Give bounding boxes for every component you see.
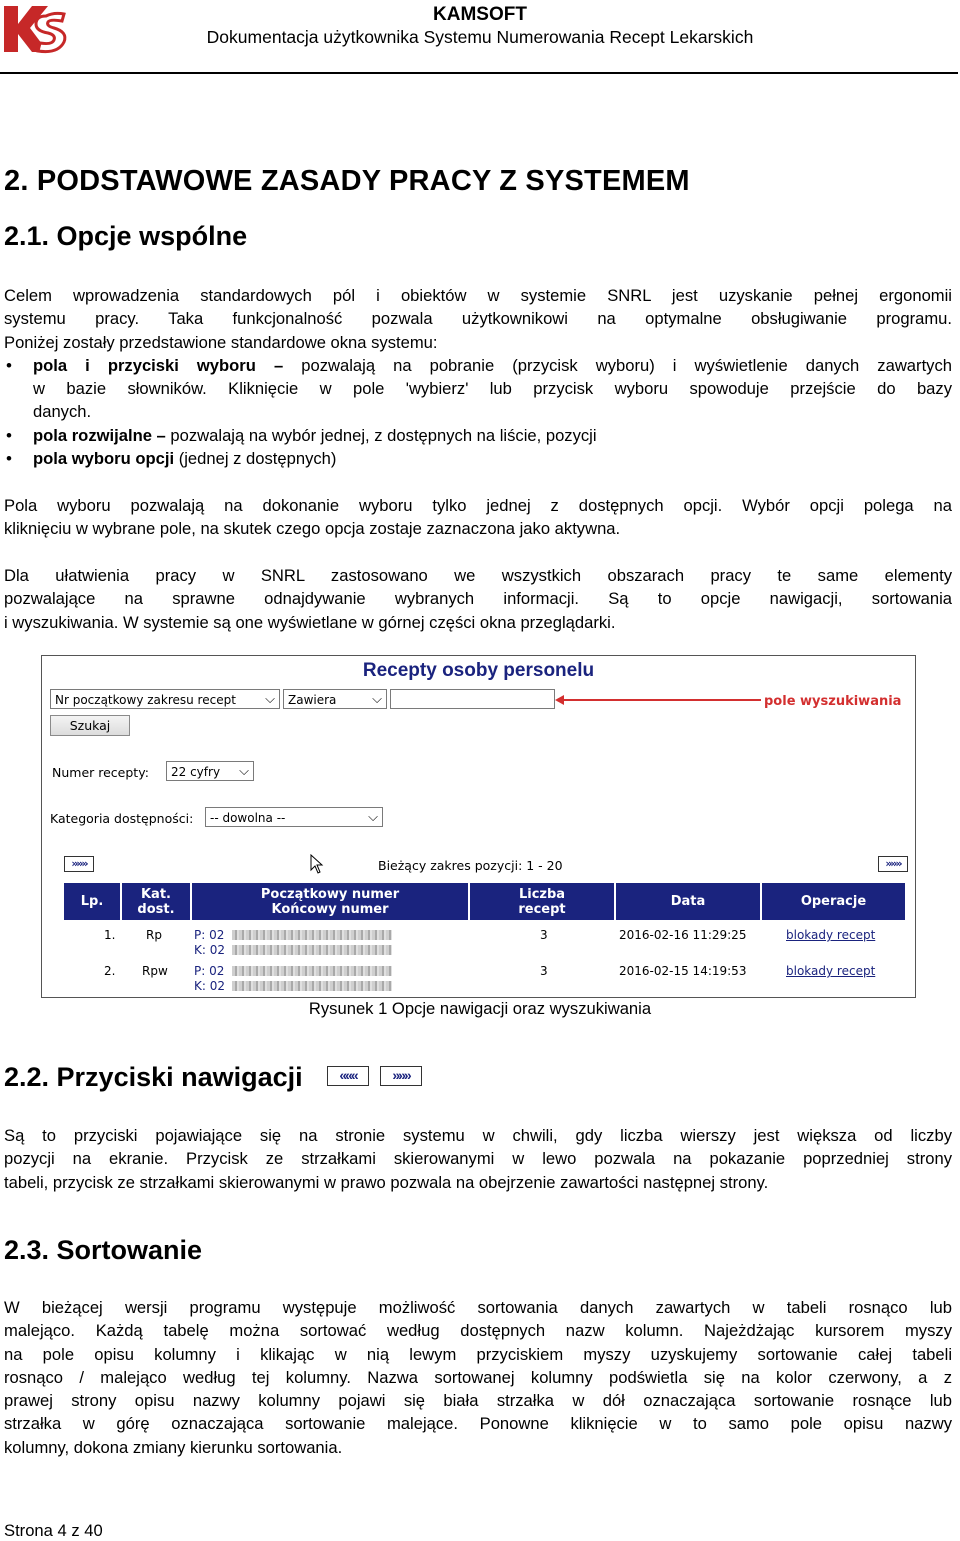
blurred-number bbox=[232, 966, 392, 976]
row-kat: Rp bbox=[146, 928, 162, 942]
select-value: Nr początkowy zakresu recept bbox=[55, 693, 236, 707]
bullet-text: danych. bbox=[33, 402, 92, 422]
blurred-number bbox=[232, 930, 392, 940]
paragraph-line: Poniżej zostały przedstawione standardowe okna systemu: bbox=[4, 332, 438, 352]
kategoria-select[interactable] bbox=[205, 807, 383, 827]
sorting-paragraph bbox=[4, 1296, 952, 1459]
section-heading-2-2: 2.2. Przyciski nawigacji bbox=[4, 1062, 303, 1092]
navigation-paragraph bbox=[4, 564, 952, 634]
bullet-text: pozwalają na wybór jednej, z dostępnych na liście, pozycji bbox=[170, 425, 597, 445]
search-input[interactable] bbox=[390, 689, 555, 709]
numer-recepty-label: Numer recepty: bbox=[52, 765, 149, 780]
figure-caption: Rysunek 1 Opcje nawigacji oraz wyszukiwania bbox=[308, 999, 652, 1018]
paragraph-line: pozycji na ekranie. Przycisk ze strzałkami skierowanymi w lewo pozwala na pokazanie poprzedniej strony bbox=[4, 1149, 952, 1169]
blurred-number bbox=[232, 981, 392, 991]
paragraph-line: kliknięciu w wybrane pole, na skutek czego opcja zostaje zaznaczona jako aktywna. bbox=[4, 519, 621, 539]
mouse-cursor-icon bbox=[310, 854, 324, 874]
row-date: 2016-02-15 14:19:53 bbox=[619, 964, 747, 978]
bullet-list bbox=[4, 354, 952, 470]
paragraph-line: strzałka w górę oznaczająca sortowanie malejące. Ponowne kliknięcie w to samo pole opisu nazwy bbox=[4, 1414, 952, 1434]
bullet-text: pozwalają na pobranie (przycisk wyboru) i wyświetlenie danych zawartych bbox=[301, 355, 952, 375]
paragraph-line: W bieżącej wersji programu występuje możliwość sortowania danych zawartych w tabeli rosnąco lub bbox=[4, 1298, 952, 1317]
list-item bbox=[4, 424, 952, 447]
table-row bbox=[42, 926, 915, 960]
next-page-button[interactable]: »»» bbox=[64, 856, 94, 872]
annotation-arrow bbox=[555, 692, 767, 706]
column-header-kat[interactable]: Kat. dost. bbox=[122, 883, 190, 920]
prev-page-icon: ««« bbox=[327, 1066, 369, 1086]
paragraph-line: pozwalające na sprawne odnajdywanie wybranych informacji. Są to opcje nawigacji, sortowania bbox=[4, 589, 952, 609]
paragraph-line: na pole opisu kolumny i klikając w nią lewym przyciskiem myszy uzyskujemy sortowanie całej tabeli bbox=[4, 1344, 952, 1364]
intro-paragraph bbox=[4, 284, 952, 470]
table-row bbox=[42, 962, 915, 996]
chevron-down-icon: ⌵ bbox=[265, 692, 275, 707]
chevron-down-icon: ⌵ bbox=[239, 764, 249, 779]
bullet-term: pola i przyciski wyboru – bbox=[33, 355, 284, 375]
column-header-numer[interactable]: Początkowy numer Końcowy numer bbox=[192, 883, 468, 920]
company-name: KAMSOFT bbox=[433, 4, 527, 25]
paragraph-line: rosnąco / malejąco według tej kolumny. Nazwa sortowanej kolumny podświetla się na kolor czerwony, a z bbox=[4, 1367, 952, 1387]
paragraph-line: Pola wyboru pozwalają na dokonanie wyboru tylko jednej z dostępnych opcji. Wybór opcji polega na bbox=[4, 496, 952, 515]
blurred-number bbox=[232, 945, 392, 955]
next-page-icon: »»» bbox=[380, 1066, 422, 1086]
chevron-down-icon: ⌵ bbox=[368, 810, 378, 825]
operator-select[interactable] bbox=[283, 689, 387, 709]
row-lp: 2. bbox=[104, 964, 116, 978]
header-divider bbox=[0, 72, 958, 74]
kategoria-label: Kategoria dostępności: bbox=[50, 811, 194, 826]
row-end-number: K: 02 bbox=[194, 943, 225, 957]
search-button[interactable]: Szukaj bbox=[50, 715, 130, 736]
bullet-term: pola rozwijalne – bbox=[33, 425, 166, 445]
row-end-number: K: 02 bbox=[194, 979, 225, 993]
row-lp: 1. bbox=[104, 928, 116, 942]
document-title: Dokumentacja użytkownika Systemu Numerowania Recept Lekarskich bbox=[206, 27, 754, 47]
row-liczba: 3 bbox=[540, 964, 548, 978]
current-range-label: Bieżący zakres pozycji: 1 - 20 bbox=[378, 858, 563, 873]
paragraph-line: Są to przyciski pojawiające się na stronie systemu w chwili, gdy liczba wierszy jest większa od liczby bbox=[4, 1126, 952, 1145]
paragraph-line: kolumny, dokona zmiany kierunku sortowania. bbox=[4, 1437, 343, 1457]
screenshot-figure bbox=[41, 655, 916, 998]
column-header-operacje[interactable]: Operacje bbox=[762, 883, 905, 920]
search-field-annotation: pole wyszukiwania bbox=[764, 694, 902, 709]
section-heading-2-3: 2.3. Sortowanie bbox=[4, 1235, 203, 1265]
chapter-heading: 2. PODSTAWOWE ZASADY PRACY Z SYSTEMEM bbox=[4, 165, 690, 197]
section-heading-2-1: 2.1. Opcje wspólne bbox=[4, 221, 248, 251]
blokady-link[interactable]: blokady recept bbox=[786, 928, 876, 942]
row-start-number: P: 02 bbox=[194, 928, 225, 942]
select-value: 22 cyfry bbox=[171, 765, 221, 779]
select-value: Zawiera bbox=[288, 693, 337, 707]
paragraph-line: malejąco. Każdą tabelę można sortować według dostępnych nazw kolumn. Najeżdżając kursorem myszy bbox=[4, 1321, 952, 1341]
column-header-liczba[interactable]: Liczba recept bbox=[470, 883, 614, 920]
chevron-down-icon: ⌵ bbox=[372, 692, 382, 707]
column-header-lp[interactable]: Lp. bbox=[64, 883, 120, 920]
navigation-buttons-paragraph bbox=[4, 1124, 952, 1194]
bullet-text: w bazie słowników. Kliknięcie w pole 'wybierz' lub przycisk wyboru spowoduje przejście do bazy bbox=[33, 379, 952, 399]
paragraph-line: tabeli, przycisk ze strzałkami skierowanymi w prawo pozwala na obejrzenie zawartości następnej strony. bbox=[4, 1172, 769, 1192]
bullet-term: pola wyboru opcji bbox=[33, 449, 175, 469]
paragraph-line: Dla ułatwienia pracy w SNRL zastosowano we wszystkich obszarach pracy te same elementy bbox=[4, 566, 952, 585]
list-item bbox=[4, 354, 952, 424]
search-field-select[interactable] bbox=[50, 689, 280, 709]
bullet-text: (jednej z dostępnych) bbox=[178, 449, 337, 469]
page-number: Strona 4 z 40 bbox=[4, 1521, 103, 1540]
column-header-data[interactable]: Data bbox=[616, 883, 760, 920]
row-start-number: P: 02 bbox=[194, 964, 225, 978]
select-value: -- dowolna -- bbox=[210, 811, 286, 825]
paragraph-line: i wyszukiwania. W systemie są one wyświetlane w górnej części okna przeglądarki. bbox=[4, 612, 616, 632]
next-page-button[interactable]: »»» bbox=[878, 856, 908, 872]
paragraph-line: Celem wprowadzenia standardowych pól i obiektów w systemie SNRL jest uzyskanie pełnej ergonomii bbox=[4, 286, 952, 305]
row-kat: Rpw bbox=[142, 964, 168, 978]
list-item bbox=[4, 447, 952, 470]
paragraph-line: prawej strony opisu nazwy kolumny pojawi się biała strzałka w dół oznaczająca sortowanie rosnące lub bbox=[4, 1391, 952, 1411]
numer-recepty-select[interactable] bbox=[166, 761, 254, 781]
row-date: 2016-02-16 11:29:25 bbox=[619, 928, 747, 942]
options-paragraph bbox=[4, 494, 952, 541]
blokady-link[interactable]: blokady recept bbox=[786, 964, 876, 978]
figure-page-title: Recepty osoby personelu bbox=[362, 660, 595, 681]
paragraph-line: systemu pracy. Taka funkcjonalność pozwala użytkownikowi na optymalne obsługiwanie programu. bbox=[4, 309, 952, 329]
row-liczba: 3 bbox=[540, 928, 548, 942]
